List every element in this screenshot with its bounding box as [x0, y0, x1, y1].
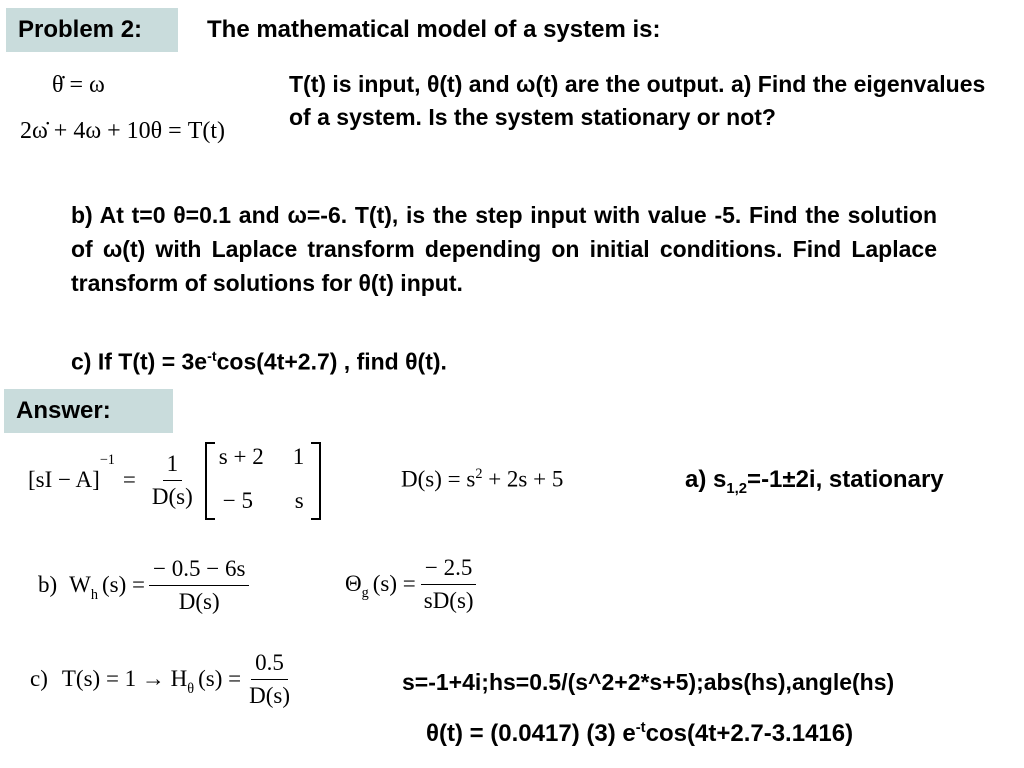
inverse-lhs: [sI − A]: [28, 467, 100, 492]
inverse-fraction: [148, 451, 197, 510]
matrix-bracket-left: [205, 442, 215, 520]
theta-g-fraction: [420, 555, 478, 614]
wh-arg: (s) =: [102, 572, 146, 597]
wh-name: W: [69, 572, 91, 597]
inverse-exponent: −1: [99, 452, 115, 468]
answer-c-arg: (s) =: [198, 666, 242, 691]
answer-b-label: b): [38, 572, 58, 597]
problem-title: The mathematical model of a system is:: [207, 16, 661, 43]
answer-a: [685, 466, 944, 497]
theta-g-denominator: sD(s): [423, 587, 474, 613]
answer-b-wh: [38, 552, 253, 618]
matrix-cell: − 5: [222, 488, 254, 513]
answer-b-theta: [345, 548, 482, 620]
answer-a-suffix: =-1±2i, stationary: [747, 466, 944, 493]
model-equation-2: 2ω̇ + 4ω + 10θ = T(t): [20, 118, 226, 144]
theta-result-prefix: θ(t) = (0.0417) (3) e: [426, 720, 636, 747]
d-rhs: + 2s + 5: [488, 466, 564, 492]
matrix: [205, 442, 321, 518]
characteristic-polynomial: [401, 466, 563, 493]
model-equation-1: θ̇ = ω: [52, 72, 105, 98]
theta-result-exponent: -t: [635, 720, 646, 736]
wh-subscript: h: [90, 587, 99, 603]
answer-c-label: c): [30, 666, 48, 691]
theta-result: [426, 720, 853, 748]
inverse-denominator: D(s): [151, 483, 193, 509]
part-c-prefix: c) If T(t) = 3e: [71, 348, 208, 375]
answer-c-fraction: [245, 650, 294, 709]
problem-part-c: [71, 340, 447, 379]
answer-c-numerator: 0.5: [251, 650, 288, 680]
problem-part-a: T(t) is input, θ(t) and ω(t) are the output. a) Find the eigenvalues of a system. Is the system stationary or not?: [289, 71, 986, 130]
part-c-exponent: -t: [207, 349, 217, 365]
inverse-equals: =: [122, 467, 136, 492]
theta-g-subscript: g: [361, 585, 369, 601]
problem-part-b: b) At t=0 θ=0.1 and ω=-6. T(t), is the step input with value -5. Find the solution of ω(t) with Laplace transform depending on initial conditions. Find Laplace transform of solutions for θ(t) input.: [71, 202, 937, 296]
d-exponent: 2: [475, 466, 483, 482]
matrix-cell: 1: [292, 444, 305, 469]
theta-result-suffix: cos(4t+2.7-3.1416): [645, 720, 854, 747]
theta-g-numerator: − 2.5: [421, 555, 476, 585]
answer-a-subscript: 1,2: [726, 480, 748, 497]
answer-c-denominator: D(s): [249, 682, 290, 708]
answer-c-subscript: θ: [187, 681, 195, 697]
matrix-bracket-right: [311, 442, 321, 520]
answer-c-lhs: T(s) = 1 → H: [61, 666, 188, 691]
part-c-suffix: cos(4t+2.7) , find θ(t).: [216, 348, 447, 375]
theta-g-arg: (s) =: [372, 571, 416, 596]
matrix-cell: s + 2: [218, 444, 264, 469]
matlab-command: s=-1+4i;hs=0.5/(s^2+2*s+5);abs(hs),angle(hs): [402, 669, 895, 695]
theta-g-name: Θ: [345, 571, 362, 596]
problem-label: Problem 2:: [6, 8, 178, 52]
inverse-matrix-equation: [28, 440, 321, 520]
answer-label: Answer:: [4, 389, 173, 433]
wh-fraction: [149, 556, 249, 615]
inverse-numerator: 1: [163, 451, 183, 481]
answer-a-prefix: a) s: [685, 466, 727, 493]
wh-denominator: D(s): [178, 588, 220, 614]
d-lhs: D(s) = s: [401, 466, 476, 492]
answer-c: [30, 644, 298, 714]
wh-numerator: − 0.5 − 6s: [149, 556, 249, 586]
matrix-cell: s: [294, 488, 304, 513]
